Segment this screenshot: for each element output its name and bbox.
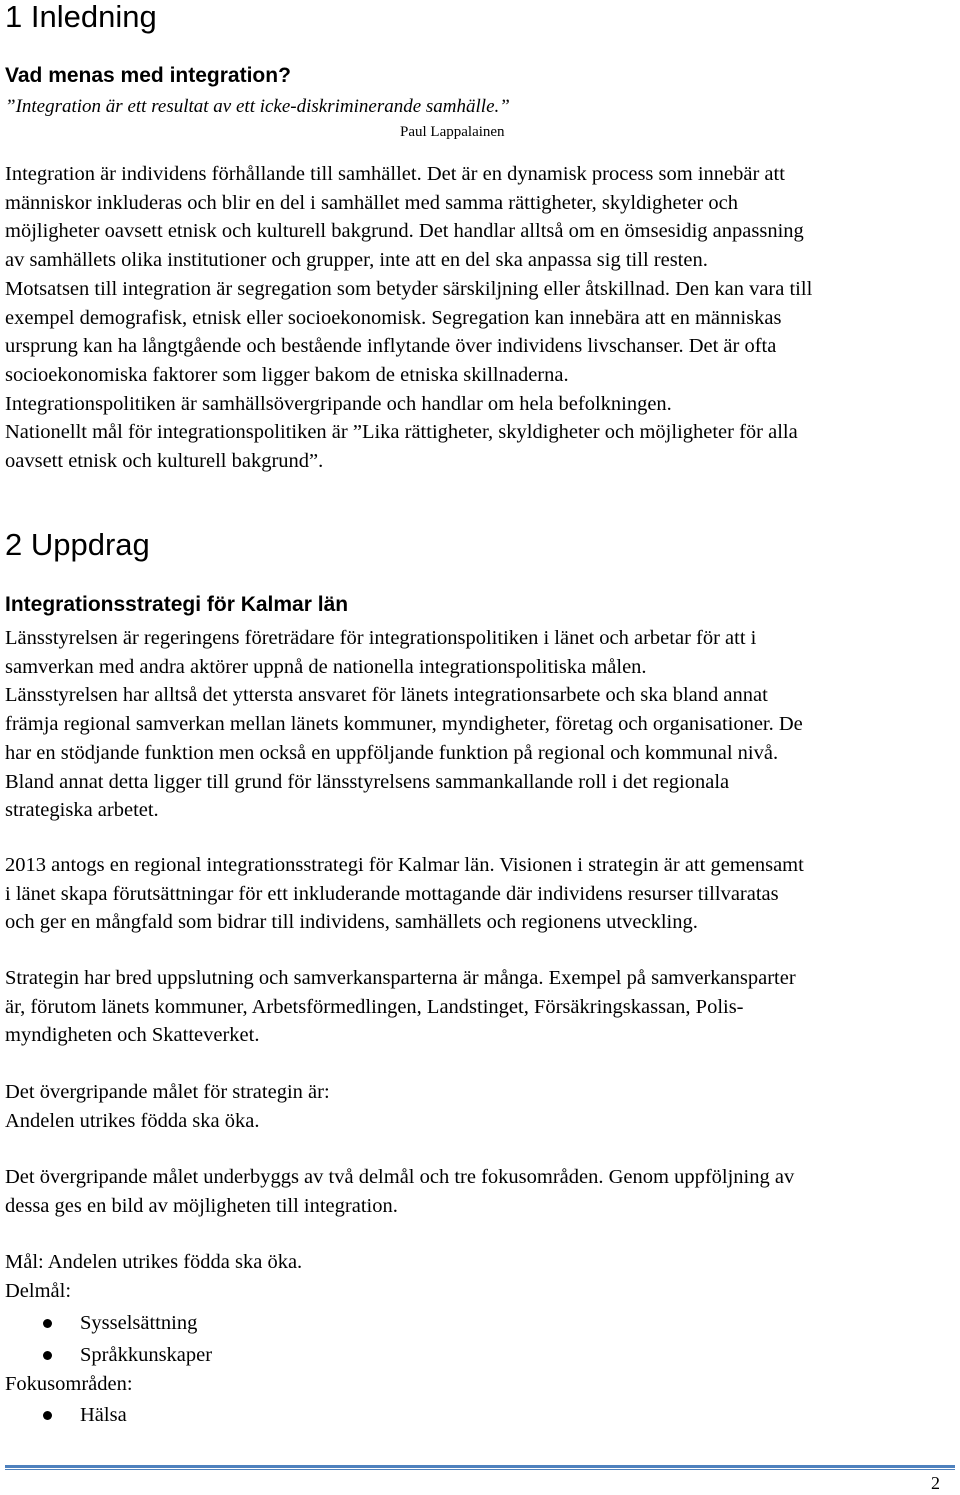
paragraph-line: ursprung kan ha långtgående och bestående inflytande över individens livschanser. Det är ofta	[5, 335, 777, 358]
paragraph-line: Andelen utrikes födda ska öka.	[5, 1109, 260, 1132]
section1-subheading: Vad menas med integration?	[5, 64, 291, 87]
focus-label: Fokusområden:	[5, 1373, 133, 1395]
paragraph-line: Det övergripande målet för strategin är:	[5, 1081, 330, 1103]
section2-paragraph-3	[5, 964, 951, 1050]
paragraph-line: Det övergripande målet underbyggs av två delmål och tre fokusområden. Genom uppföljning av	[5, 1166, 795, 1188]
goal-line: Mål: Andelen utrikes födda ska öka. Delmål:	[5, 1248, 951, 1305]
paragraph-line: Integrationspolitiken är samhällsövergripande och handlar om hela befolkningen.	[5, 392, 672, 415]
footer-rule	[5, 1465, 955, 1468]
paragraph-line: Motsatsen till integration är segregation som betyder särskiljning eller åtskillnad. Den kan vara till	[5, 277, 813, 300]
paragraph-line: Bland annat detta ligger till grund för länsstyrelsens sammankallande roll i det regionala	[5, 770, 730, 793]
paragraph-line: främja regional samverkan mellan länets kommuner, myndigheter, företag och organisationer. De	[5, 713, 803, 736]
quote-author: Paul Lappalainen	[400, 124, 505, 140]
paragraph-line: Länsstyrelsen är regeringens företrädare för integrationspolitiken i länet och arbetar för att i	[5, 627, 757, 649]
bullet-icon	[43, 1411, 52, 1420]
paragraph-line: i länet skapa förutsättningar för ett inkluderande mottagande där individens resurser tillvaratas	[5, 882, 779, 905]
section2-heading: 2 Uppdrag	[5, 527, 150, 562]
section1-paragraph	[5, 160, 951, 476]
paragraph-line: Integration är individens förhållande till samhället. Det är en dynamisk process som innebär att	[5, 163, 785, 185]
quote-text: ”Integration är ett resultat av ett icke-diskriminerande samhälle.”	[5, 96, 510, 117]
paragraph-line: av samhällets olika institutioner och grupper, inte att en del ska anpassa sig till resten.	[5, 249, 708, 272]
section2-paragraph-4	[5, 1078, 951, 1135]
subgoals-label: Delmål:	[5, 1279, 72, 1302]
paragraph-line: oavsett etnisk och kulturell bakgrund”.	[5, 450, 324, 473]
paragraph-line: socioekonomiska faktorer som ligger bakom de etniska skillnaderna.	[5, 363, 569, 386]
paragraph-line: exempel demografisk, etnisk eller socioekonomisk. Segregation kan innebära att en människas	[5, 306, 782, 329]
paragraph-line: möjligheter oavsett etnisk och kulturell bakgrund. Det handlar alltså om en ömsesidig anpassning	[5, 220, 804, 243]
section2-paragraph-5	[5, 1163, 951, 1220]
section2-paragraph-1	[5, 624, 951, 825]
paragraph-line: dessa ges en bild av möjligheten till integration.	[5, 1194, 398, 1217]
paragraph-line: har en stödjande funktion men också en uppföljande funktion på regional och kommunal nivå.	[5, 741, 779, 764]
section2-paragraph-2	[5, 851, 951, 937]
bullet-icon	[43, 1319, 52, 1328]
section1-heading: 1 Inledning	[5, 0, 157, 34]
footer-rule-thin	[5, 1469, 955, 1470]
paragraph-line: samverkan med andra aktörer uppnå de nationella integrationspolitiska målen.	[5, 655, 647, 678]
paragraph-line: myndigheten och Skatteverket.	[5, 1024, 260, 1047]
paragraph-line: strategiska arbetet.	[5, 799, 159, 822]
bullet-icon	[43, 1351, 52, 1360]
section2-subheading: Integrationsstrategi för Kalmar län	[5, 593, 349, 616]
paragraph-line: Länsstyrelsen har alltså det yttersta ansvaret för länets integrationsarbete och ska bland annat	[5, 684, 768, 707]
paragraph-line: människor inkluderas och blir en del i samhället med samma rättigheter, skyldigheter och	[5, 191, 738, 214]
page-number: 2	[931, 1473, 940, 1493]
paragraph-line: Nationellt mål för integrationspolitiken är ”Lika rättigheter, skyldigheter och möjligheter för alla	[5, 421, 798, 444]
paragraph-line: och ger en mångfald som bidrar till individens, samhällets och regionens utveckling.	[5, 911, 698, 934]
paragraph-line: 2013 antogs en regional integrationsstrategi för Kalmar län. Visionen i strategin är att gemensamt	[5, 854, 804, 876]
paragraph-line: Strategin har bred uppslutning och samverkansparterna är många. Exempel på samverkansparter	[5, 967, 796, 989]
paragraph-line: är, förutom länets kommuner, Arbetsförmedlingen, Landstinget, Försäkringskassan, Polis-	[5, 995, 744, 1018]
